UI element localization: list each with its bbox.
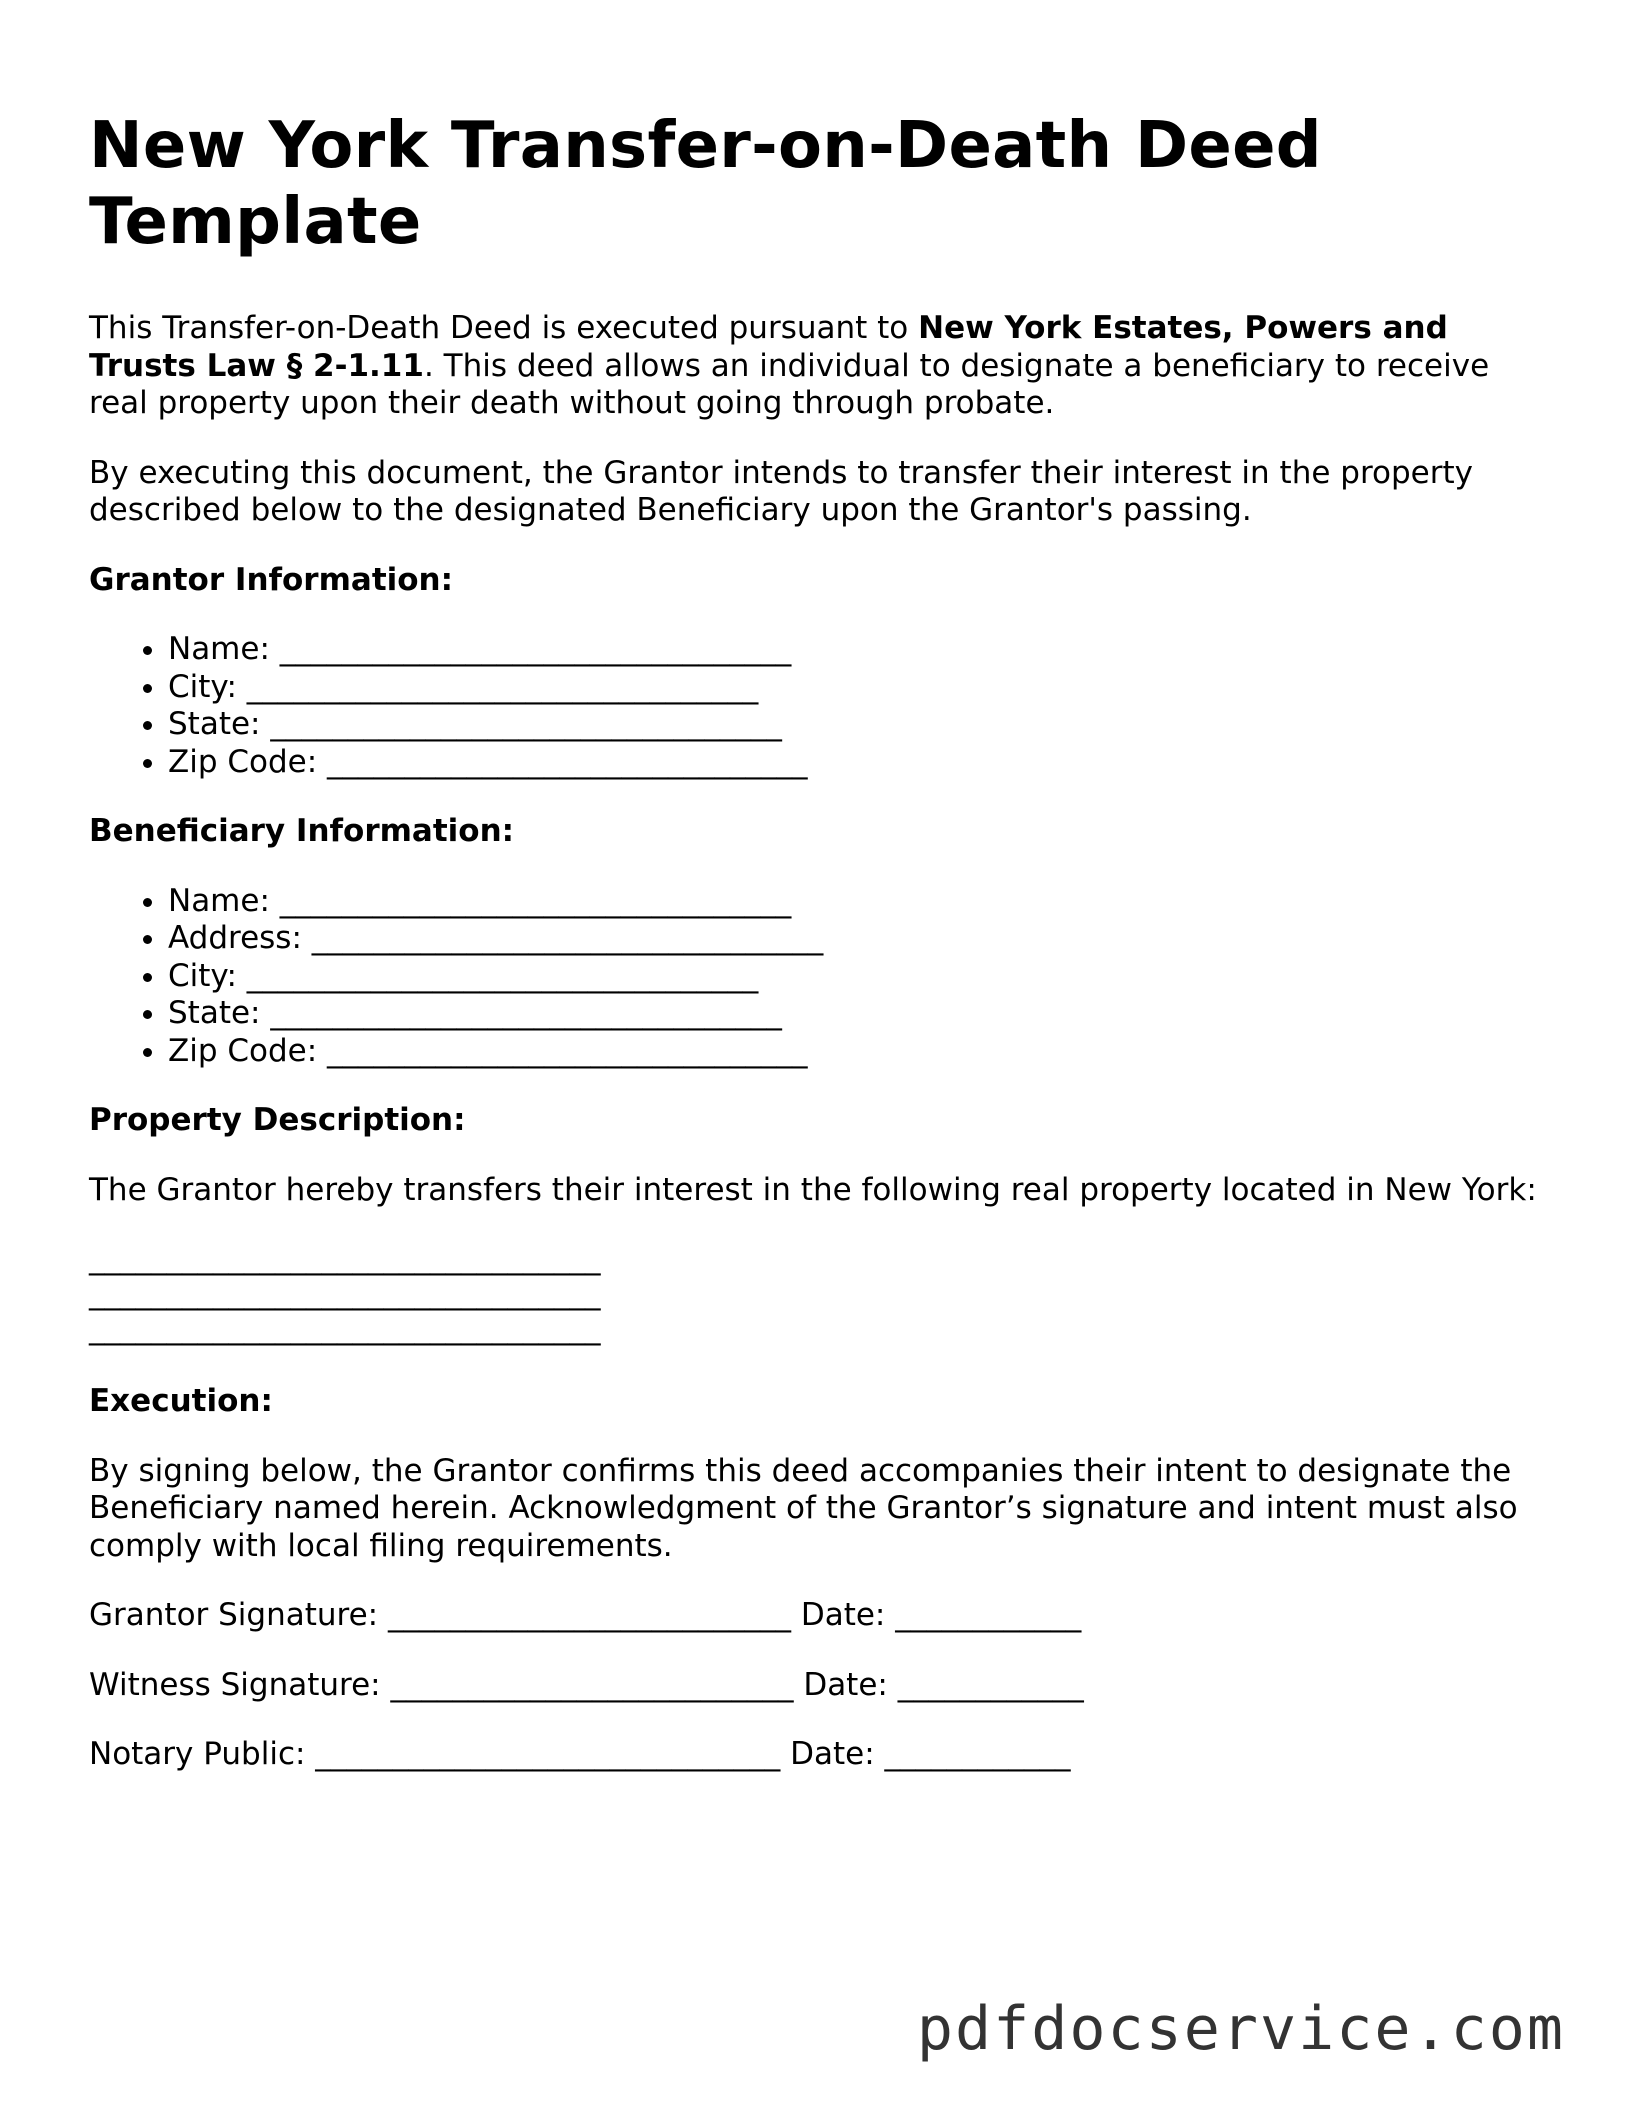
beneficiary-field-list [89,883,1549,1071]
beneficiary-heading: Beneficiary Information: [89,813,515,849]
property-line[interactable]: _________________________________ [89,1275,601,1311]
intent-paragraph: By executing this document, the Grantor intends to transfer their interest in the property described below to the designated Beneficiary upon the Grantor's passing. [89,454,1473,528]
beneficiary-city-field[interactable]: • City: _________________________________ [168,958,1549,996]
property-line[interactable]: _________________________________ [89,1310,601,1346]
beneficiary-name-field[interactable]: • Name: _________________________________ [168,883,1549,921]
grantor-signature-line[interactable]: Grantor Signature: __________________________ Date: ____________ [89,1597,1082,1633]
intro-prefix: This Transfer-on-Death Deed is executed pursuant to [89,310,919,346]
beneficiary-state-field[interactable]: • State: _________________________________ [168,995,1549,1033]
grantor-city-field[interactable]: • City: _________________________________ [168,669,1549,707]
execution-text: By signing below, the Grantor confirms this deed accompanies their intent to designate the Beneficiary named herein. Acknowledgment of the Grantor’s signature and intent must also comply with local filing requirements. [89,1452,1518,1564]
page-title: New York Transfer-on-Death Deed Template [89,109,1322,259]
document-page [89,108,1549,1806]
grantor-field-list [89,631,1549,781]
property-line[interactable]: _________________________________ [89,1240,601,1276]
watermark: pdfdocservice.com [916,1994,1565,2064]
grantor-name-field[interactable]: • Name: _________________________________ [168,631,1549,669]
notary-signature-line[interactable]: Notary Public: ______________________________ Date: ____________ [89,1736,1071,1772]
beneficiary-zip-field[interactable]: • Zip Code: _______________________________ [168,1033,1549,1071]
property-description-lines [89,1241,1549,1346]
property-heading: Property Description: [89,1102,466,1138]
grantor-state-field[interactable]: • State: _________________________________ [168,706,1549,744]
intro-suffix: . This deed allows an individual to designate a beneficiary to receive real property upon their death without going through probate. [89,347,1490,421]
beneficiary-address-field[interactable]: • Address: _________________________________ [168,920,1549,958]
execution-heading: Execution: [89,1383,273,1419]
witness-signature-line[interactable]: Witness Signature: __________________________ Date: ____________ [89,1666,1084,1703]
property-text: The Grantor hereby transfers their interest in the following real property located in New York: [89,1171,1537,1208]
grantor-heading: Grantor Information: [89,561,454,598]
grantor-zip-field[interactable]: • Zip Code: _______________________________ [168,744,1549,782]
intro-law-citation: New York Estates, Powers and Trusts Law § 2-1.11 [89,310,1448,384]
intro-paragraph [89,310,1549,423]
